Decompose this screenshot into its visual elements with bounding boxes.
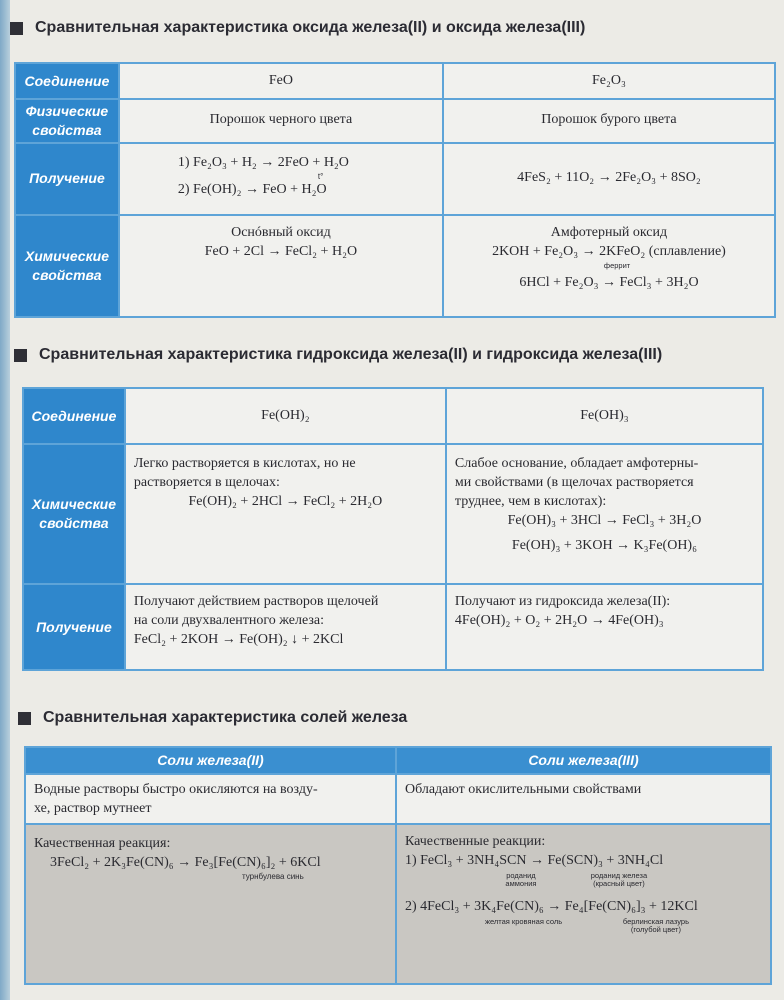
yellow-blood-salt-note xyxy=(485,918,595,935)
note-b2: (красный цвет) xyxy=(593,878,645,888)
feo-formula: FeO xyxy=(119,63,443,99)
bullet-square-icon xyxy=(10,22,23,35)
hydroxides-title-text: Сравнительная характеристика гидроксида железа(II) и гидроксида железа(III) xyxy=(39,346,663,363)
hydroxides-table xyxy=(22,387,764,671)
feoh3-obtaining xyxy=(446,584,763,670)
feoh3-chem-text3: труднее, чем в кислотах): xyxy=(454,493,607,509)
oxides-title-text: Сравнительная характеристика оксида железа(II) и оксида железа(III) xyxy=(35,19,586,36)
feoh3-chem-eq1: Fe(OH)₃ + 3HCl → FeCl₃ + 3H₂O xyxy=(507,512,702,528)
feo-obtain-eq2: 2) Fe(OH)₂ → FeO + H₂O xyxy=(177,182,327,198)
salts-table xyxy=(24,746,772,985)
feoh3-chem-text1: Слабое основание, обладает амфотерны- xyxy=(454,456,699,471)
oxides-section-title xyxy=(10,19,585,37)
hydroxides-header-obtaining: Получение xyxy=(23,584,125,670)
fe3-salts-header: Соли железа(III) xyxy=(396,747,771,774)
iron-thiocyanate-note xyxy=(579,872,659,889)
fe2o3-physical: Порошок бурого цвета xyxy=(443,99,775,143)
oxides-header-chemical: Химические свойства xyxy=(15,215,119,317)
feoh3-chemical xyxy=(446,444,763,584)
oxides-table xyxy=(14,62,776,318)
feoh2-chemical xyxy=(125,444,446,584)
fe2-qual-title: Качественная реакция: xyxy=(34,835,171,851)
fe2o3-chem-eq1: 2KOH + Fe₂O₃ → 2KFeO₂ (сплавление) xyxy=(492,243,726,259)
feoh2-obtain-text1: Получают действием растворов щелочей xyxy=(133,594,379,609)
feoh2-chem-eq: Fe(OH)₂ + 2HCl → FeCl₂ + 2H₂O xyxy=(188,493,383,509)
temperature-mark: t° xyxy=(317,171,324,181)
fe2o3-chemical xyxy=(443,215,775,317)
note-a1: роданид xyxy=(506,870,536,880)
feo-chem-type: Оснóвный оксид xyxy=(231,224,331,240)
feo-chemical xyxy=(119,215,443,317)
salts-section-title xyxy=(18,709,407,727)
turnbull-note: турнбулева синь xyxy=(242,871,304,881)
feo-physical: Порошок черного цвета xyxy=(119,99,443,143)
fe2o3-chem-eq2: 6HCl + Fe₂O₃ → FeCl₃ + 3H₂O xyxy=(519,274,699,290)
feoh3-formula: Fe(OH)₃ xyxy=(446,388,763,444)
feoh2-obtain-eq: FeCl₂ + 2KOH → Fe(OH)₂ ↓ + 2KCl xyxy=(133,631,344,647)
feo-obtaining xyxy=(119,143,443,215)
feoh2-obtain-text2: на соли двухвалентного железа: xyxy=(133,612,325,628)
fe2o3-formula: Fe₂O₃ xyxy=(443,63,775,99)
oxides-header-obtaining: Получение xyxy=(15,143,119,215)
hydroxides-header-chemical: Химические свойства xyxy=(23,444,125,584)
hydroxides-header-compound: Соединение xyxy=(23,388,125,444)
hydroxides-section-title xyxy=(14,346,662,364)
fe3-properties: Обладают окислительными свойствами xyxy=(396,774,771,824)
fe2-salts-header: Соли железа(II) xyxy=(25,747,396,774)
fe3-eq1-notes xyxy=(405,872,762,889)
note-d1: берлинская лазурь xyxy=(622,917,689,927)
oxides-header-physical: Физические свойства xyxy=(15,99,119,143)
fe3-eq2-notes xyxy=(405,918,762,935)
feo-obtain-eq1: 1) Fe₂O₃ + H₂ → 2FeO + H₂O xyxy=(177,154,349,170)
feoh3-chem-eq2: Fe(OH)₃ + 3KOH → K₃Fe(OH)₆ xyxy=(511,537,697,553)
note-a2: аммония xyxy=(505,878,537,888)
fe3-qualitative xyxy=(396,824,771,984)
feoh2-chem-text2: растворяется в щелочах: xyxy=(133,474,280,490)
fe2-prop-line2: хе, раствор мутнеет xyxy=(34,800,152,816)
bullet-square-icon xyxy=(14,349,27,362)
fe2-qualitative xyxy=(25,824,396,984)
feoh3-obtain-eq: 4Fe(OH)₂ + O₂ + 2H₂O → 4Fe(OH)₃ xyxy=(454,612,664,628)
oxides-header-compound: Соединение xyxy=(15,63,119,99)
feoh3-obtain-text: Получают из гидроксида железа(II): xyxy=(454,594,671,609)
feoh3-chem-text2: ми свойствами (в щелочах растворяется xyxy=(454,474,694,490)
note-c1: желтая кровяная соль xyxy=(484,917,563,927)
feoh2-formula: Fe(OH)₂ xyxy=(125,388,446,444)
fe3-qual-eq2: 2) 4FeCl₃ + 3K₄Fe(CN)₆ → Fe₄[Fe(CN)₆]₃ + 12KCl xyxy=(404,899,698,915)
feo-chem-eq: FeO + 2Cl → FeCl₂ + H₂O xyxy=(204,243,358,259)
prussian-blue-note xyxy=(611,918,701,935)
fe2-properties xyxy=(25,774,396,824)
page-edge xyxy=(0,0,10,1000)
note-b1: роданид железа xyxy=(590,870,648,880)
fe2-prop-line1: Водные растворы быстро окисляются на возду- xyxy=(34,781,318,797)
salts-title-text: Сравнительная характеристика солей железа xyxy=(43,709,408,726)
feoh2-chem-text1: Легко растворяется в кислотах, но не xyxy=(133,456,356,471)
fe2-qual-eq: 3FeCl₂ + 2K₃Fe(CN)₆ → Fe₃[Fe(CN)₆]₂ + 6KCl xyxy=(50,854,321,870)
fe2o3-chem-type: Амфотерный оксид xyxy=(550,224,668,240)
note-d2: (голубой цвет) xyxy=(630,925,681,935)
ammonium-thiocyanate-note xyxy=(491,872,551,889)
fe3-qual-eq1: 1) FeCl₃ + 3NH₄SCN → Fe(SCN)₃ + 3NH₄Cl xyxy=(404,852,664,868)
ferrite-note: феррит xyxy=(603,260,631,270)
feoh2-obtaining xyxy=(125,584,446,670)
fe3-qual-title: Качественные реакции: xyxy=(404,833,546,849)
bullet-square-icon xyxy=(18,712,31,725)
fe2o3-obtaining: 4FeS₂ + 11O₂ → 2Fe₂O₃ + 8SO₂ xyxy=(443,143,775,215)
